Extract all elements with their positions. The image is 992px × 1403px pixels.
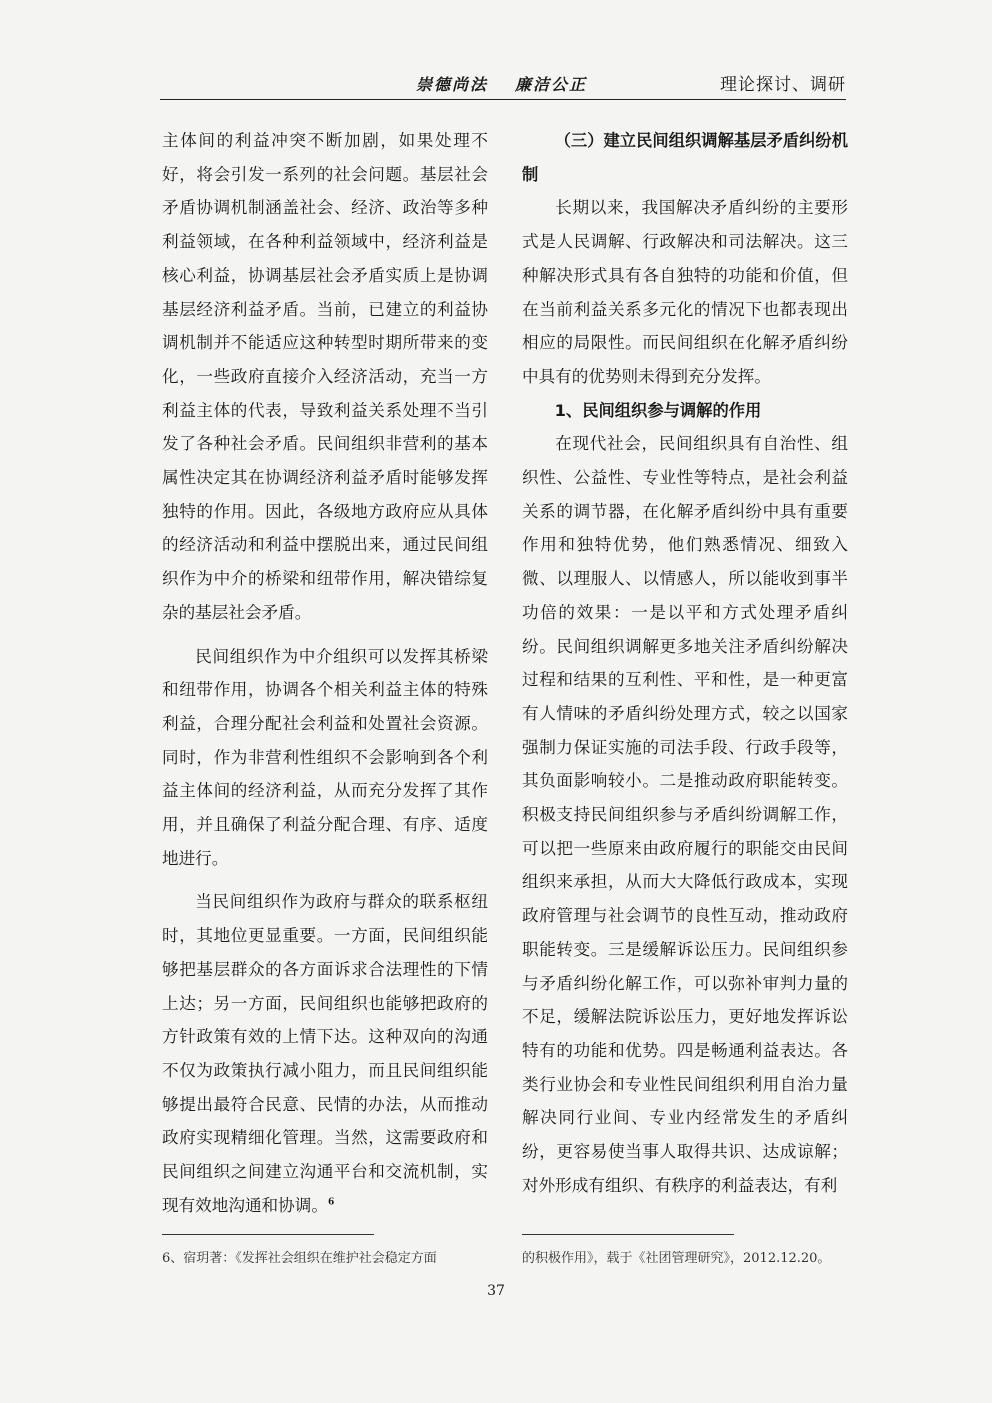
right-column xyxy=(522,124,848,1203)
right-paragraph-1: 长期以来，我国解决矛盾纠纷的主要形式是人民调解、行政解决和司法解决。这三种解决形式具有各自独特的功能和价值，但在当前利益关系多元化的情况下也都表现出相应的局限性。而民间组织在化解矛盾纠纷中具有的优势则未得到充分发挥。 xyxy=(522,198,848,386)
left-paragraph-3 xyxy=(162,885,488,1222)
subsection-heading: 1、民间组织参与调解的作用 xyxy=(554,400,762,420)
header-motto-2: 廉洁公正 xyxy=(515,75,588,94)
header-rule xyxy=(160,99,846,100)
left-paragraph-1: 主体间的利益冲突不断加剧，如果处理不好，将会引发一系列的社会问题。基层社会矛盾协调机制涵盖社会、经济、政治等多种利益领域，在各种利益领域中，经济利益是核心利益，协调基层社会矛盾实质上是协调基层经济利益矛盾。当前，已建立的利益协调机制并不能适应这种转型时期所带来的变化，一些政府直接介入经济活动，充当一方利益主体的代表，导致利益关系处理不当引发了各种社会矛盾。民间组织非营利的基本属性决定其在协调经济利益矛盾时能够发挥独特的作用。因此，各级地方政府应从具体的经济活动和利益中摆脱出来，通过民间组织作为中介的桥梁和纽带作用，解决错综复杂的基层社会矛盾。 xyxy=(162,131,488,622)
running-header xyxy=(160,68,846,98)
footnote-right: 的积极作用》，载于《社团管理研究》，2012.12.20。 xyxy=(522,1251,831,1266)
footnote-rule xyxy=(162,1234,374,1235)
header-section-label: 理论探讨、调研 xyxy=(720,75,846,95)
paragraph-gap xyxy=(162,630,488,640)
section-heading: （三）建立民间组织调解基层矛盾纠纷机制 xyxy=(522,131,848,184)
footnote-rule xyxy=(522,1234,734,1235)
left-paragraph-3-text: 当民间组织作为政府与群众的联系枢纽时，其地位更显重要。一方面，民间组织能够把基层群众的各方面诉求合法理性的下情上达；另一方面，民间组织也能够把政府的方针政策有效的上情下达。这种双向的沟通不仅为政策执行减小阻力，而且民间组织能够提出最符合民意、民情的办法，从而推动政府实现精细化管理。当然，这需要政府和民间组织之间建立沟通平台和交流机制，实现有效地沟通和协调。 xyxy=(162,892,488,1215)
footnote-left: 6、宿玥著：《发挥社会组织在维护社会稳定方面 xyxy=(162,1251,437,1266)
paragraph-gap xyxy=(162,875,488,885)
header-motto-1: 崇德尚法 xyxy=(416,75,489,94)
page-number: 37 xyxy=(487,1283,505,1299)
right-paragraph-2: 在现代社会，民间组织具有自治性、组织性、公益性、专业性等特点，是社会利益关系的调节器，在化解矛盾纠纷中具有重要作用和独特优势，他们熟悉情况、细致入微、以理服人、以情感人，所以能收到事半功倍的效果：一是以平和方式处理矛盾纠纷。民间组织调解更多地关注矛盾纠纷解决过程和结果的互利性、平和性，是一种更富有人情味的矛盾纠纷处理方式，较之以国家强制力保证实施的司法手段、行政手段等，其负面影响较小。二是推动政府职能转变。积极支持民间组织参与矛盾纠纷调解工作，可以把一些原来由政府履行的职能交由民间组织来承担，从而大大降低行政成本，实现政府管理与社会调节的良性互动，推动政府职能转变。三是缓解诉讼压力。民间组织参与矛盾纠纷化解工作，可以弥补审判力量的不足，缓解法院诉讼压力，更好地发挥诉讼特有的功能和优势。四是畅通利益表达。各类行业协会和专业性民间组织利用自治力量解决同行业间、专业内经常发生的矛盾纠纷，更容易使当事人取得共识、达成谅解；对外形成有组织、有秩序的利益表达，有利 xyxy=(522,434,848,1195)
left-column xyxy=(162,124,488,1223)
footnote-mark: 6 xyxy=(327,1197,335,1208)
left-paragraph-2: 民间组织作为中介组织可以发挥其桥梁和纽带作用，协调各个相关利益主体的特殊利益，合理分配社会利益和处置社会资源。同时，作为非营利性组织不会影响到各个利益主体间的经济利益，从而充分发挥了其作用，并且确保了利益分配合理、有序、适度地进行。 xyxy=(162,646,488,868)
